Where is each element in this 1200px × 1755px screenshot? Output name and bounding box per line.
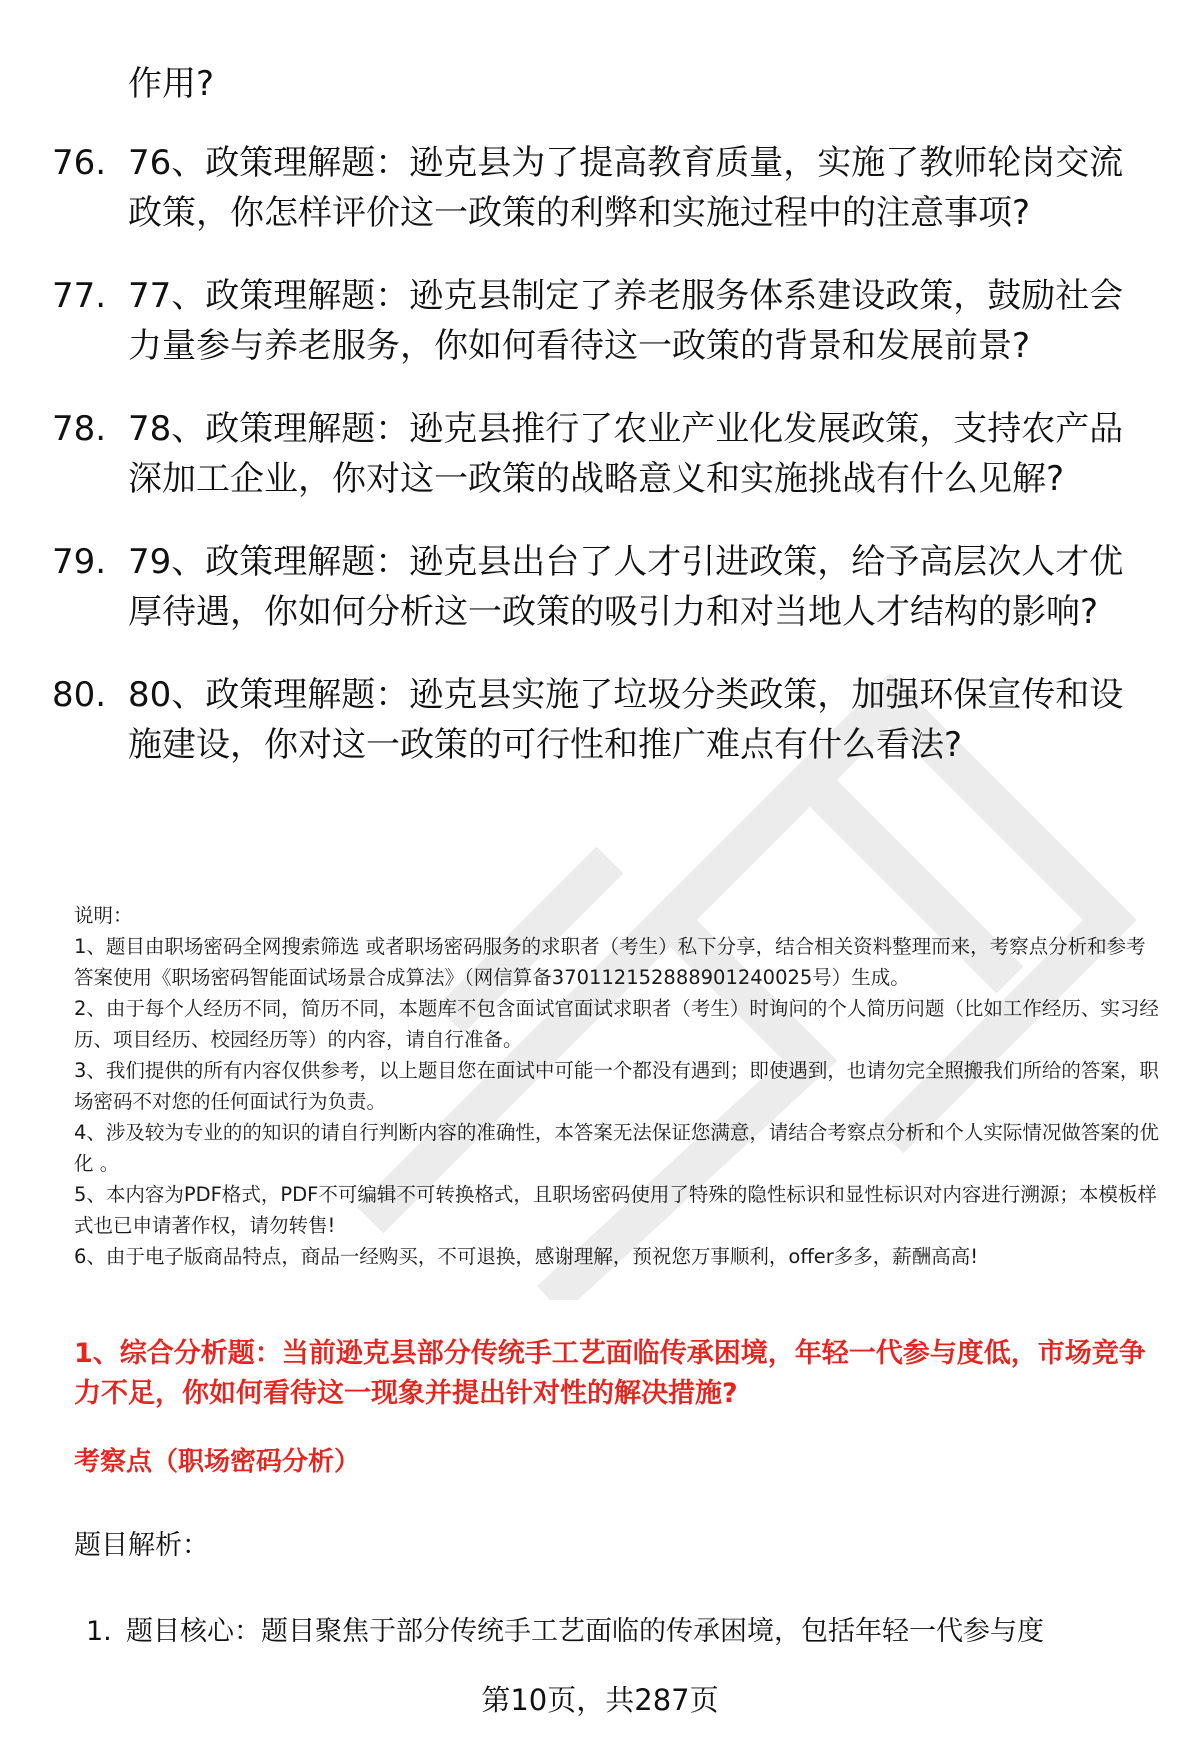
note-item: 2、由于每个人经历不同，简历不同，本题库不包含面试官面试求职者（考生）时询问的个人简历问题（比如工作经历、实习经历、项目经历、校园经历等）的内容，请自行准备。 — [74, 997, 1159, 1051]
question-list — [0, 138, 1180, 803]
continuation-text: 作用? — [128, 64, 215, 104]
point-number: 1. — [86, 1616, 112, 1647]
list-item — [0, 271, 1180, 371]
question-text: 80、政策理解题：逊克县实施了垃圾分类政策，加强环保宣传和设施建设，你对这一政策的可行性和推广难点有什么看法? — [128, 675, 1124, 765]
list-number: 77. — [52, 276, 107, 316]
question-text: 77、政策理解题：逊克县制定了养老服务体系建设政策，鼓励社会力量参与养老服务，你如何看待这一政策的背景和发展前景? — [128, 276, 1124, 366]
note-item: 3、我们提供的所有内容仅供参考，以上题目您在面试中可能一个都没有遇到；即使遇到，也请勿完全照搬我们所给的答案，职场密码不对您的任何面试行为负责。 — [74, 1059, 1159, 1113]
page-footer: 第10页，共287页 — [481, 1683, 719, 1717]
analysis-point — [86, 1612, 1146, 1652]
list-number: 76. — [52, 143, 107, 183]
list-number: 80. — [52, 675, 107, 715]
note-item: 4、涉及较为专业的的知识的请自行判断内容的准确性，本答案无法保证您满意，请结合考察点分析和个人实际情况做答案的优化 。 — [74, 1121, 1159, 1175]
question-text: 78、政策理解题：逊克县推行了农业产业化发展政策，支持农产品深加工企业，你对这一政策的战略意义和实施挑战有什么见解? — [128, 409, 1124, 499]
notes-section — [74, 900, 1164, 1272]
list-number: 78. — [52, 409, 107, 449]
list-number: 79. — [52, 542, 107, 582]
question-text: 79、政策理解题：逊克县出台了人才引进政策，给予高层次人才优厚待遇，你如何分析这一政策的吸引力和对当地人才结构的影响? — [128, 542, 1124, 632]
list-item — [0, 138, 1180, 238]
note-item: 1、题目由职场密码全网搜索筛选 或者职场密码服务的求职者（考生）私下分享，结合相关资料整理而来，考察点分析和参考答案使用《职场密码智能面试场景合成算法》（网信算备370112152888901240025号）生成。 — [74, 935, 1146, 989]
note-item: 5、本内容为PDF格式，PDF不可编辑不可转换格式，且职场密码使用了特殊的隐性标识和显性标识对内容进行溯源；本模板样式也已申请著作权，请勿转售! — [74, 1183, 1157, 1237]
featured-question: 1、综合分析题：当前逊克县部分传统手工艺面临传承困境，年轻一代参与度低，市场竞争力不足，你如何看待这一现象并提出针对性的解决措施? — [74, 1338, 1146, 1409]
notes-heading: 说明： — [74, 904, 133, 927]
list-item — [0, 404, 1180, 504]
section-subheading: 考察点（职场密码分析） — [74, 1447, 361, 1477]
question-text: 76、政策理解题：逊克县为了提高教育质量，实施了教师轮岗交流政策，你怎样评价这一政策的利弊和实施过程中的注意事项? — [128, 143, 1124, 233]
list-item — [0, 670, 1180, 770]
analysis-heading: 题目解析： — [74, 1530, 209, 1561]
point-text: 题目核心：题目聚焦于部分传统手工艺面临的传承困境，包括年轻一代参与度 — [126, 1616, 1044, 1647]
note-item: 6、由于电子版商品特点，商品一经购买，不可退换，感谢理解，预祝您万事顺利，offer多多，薪酬高高! — [74, 1245, 979, 1268]
list-item — [0, 537, 1180, 637]
